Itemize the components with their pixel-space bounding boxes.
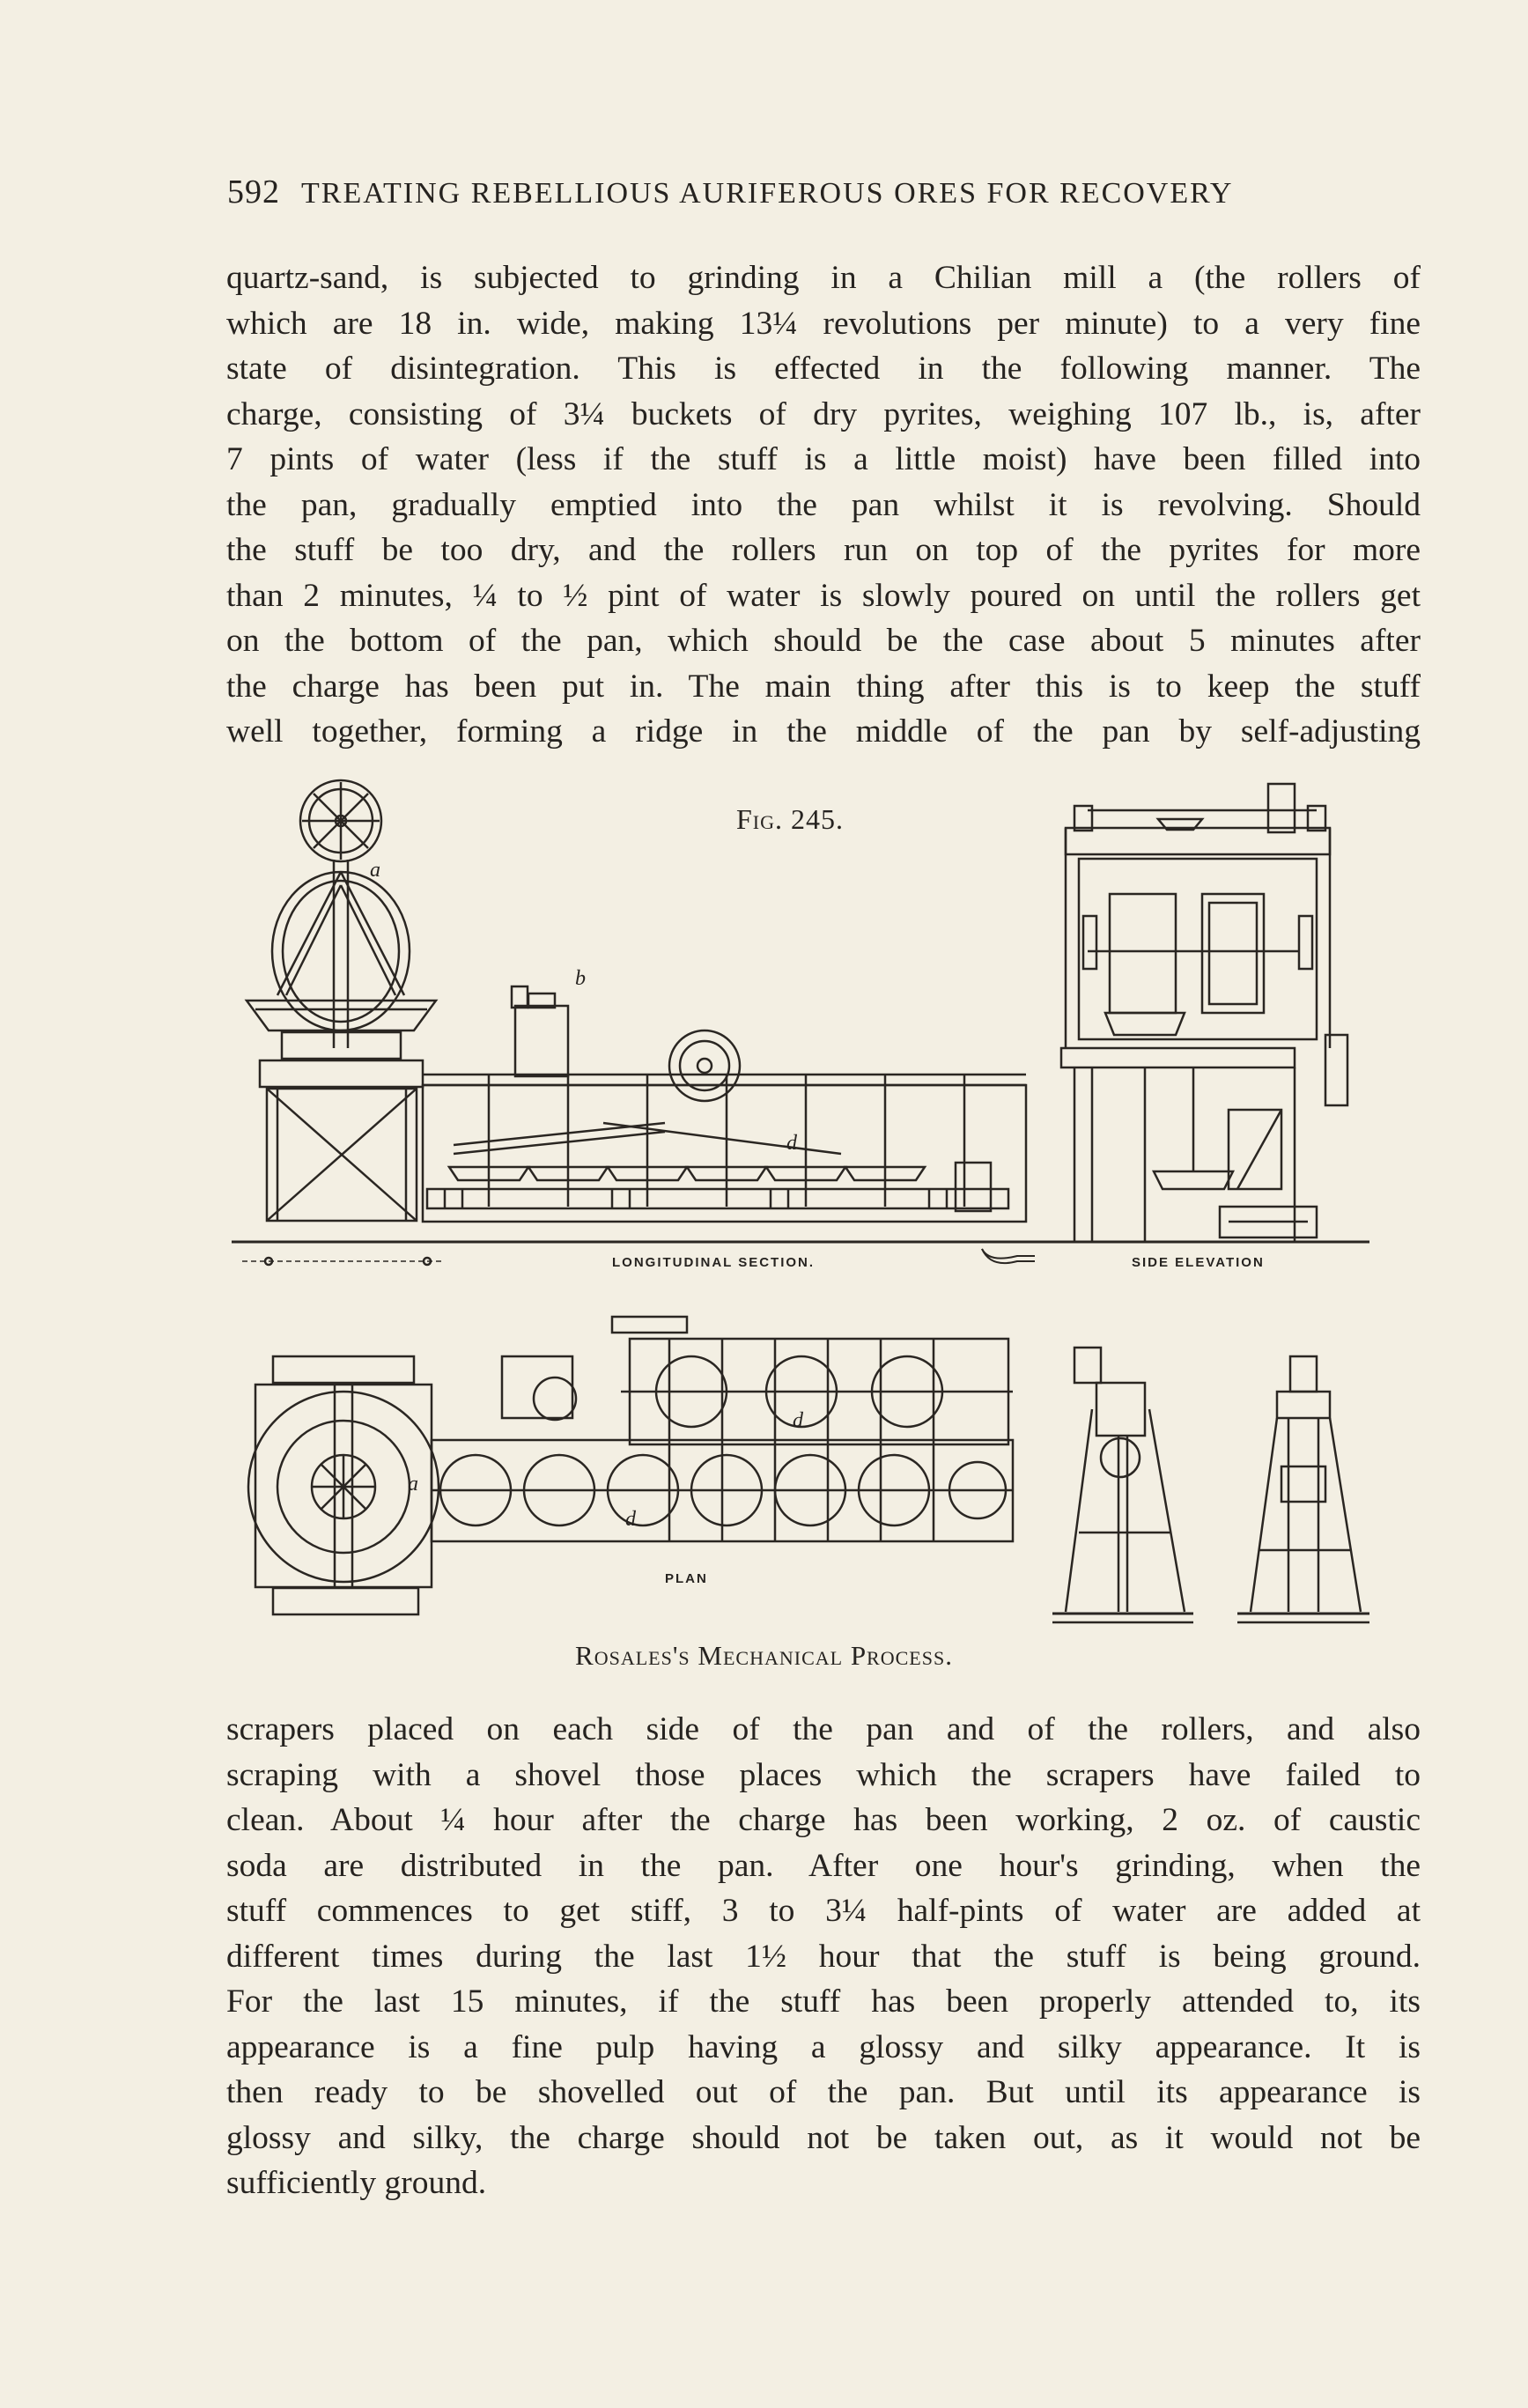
text-line: then ready to be shovelled out of the pan. But until its appearance is <box>226 2074 1421 2110</box>
side-elevation-drawing <box>1061 784 1347 1270</box>
label-a-plan: a <box>408 1473 418 1496</box>
text-line: scrapers placed on each side of the pan and of the rollers, and also <box>226 1711 1421 1747</box>
figure-number: Fig. 245. <box>736 803 845 835</box>
text-line: clean. About ¼ hour after the charge has been working, 2 oz. of caustic <box>226 1802 1421 1838</box>
text-line: which are 18 in. wide, making 13¼ revolutions per minute) to a very fine <box>226 305 1421 342</box>
running-title: TREATING REBELLIOUS AURIFEROUS ORES FOR RECOVERY <box>301 177 1234 210</box>
label-d-plan-2: d <box>793 1409 803 1432</box>
text-line: the stuff be too dry, and the rollers run on top of the pyrites for more <box>226 532 1421 568</box>
text-line: soda are distributed in the pan. After one hour's grinding, when the <box>226 1847 1421 1884</box>
engineering-figure <box>225 775 1378 1629</box>
page-number: 592 <box>227 174 280 211</box>
text-line: sufficiently ground. <box>226 2165 487 2201</box>
label-b: b <box>575 967 586 990</box>
text-line: state of disintegration. This is effected in the following manner. The <box>226 351 1421 387</box>
machine-drawing <box>225 775 1378 1629</box>
running-head <box>227 173 1346 211</box>
label-d-section: d <box>786 1132 797 1155</box>
text-line: the charge has been put in. The main thing after this is to keep the stuff <box>226 668 1421 705</box>
plan-drawing <box>248 1317 1013 1614</box>
end-elevations-drawing <box>1052 1348 1369 1622</box>
text-line: charge, consisting of 3¼ buckets of dry pyrites, weighing 107 lb., is, after <box>226 395 1421 432</box>
text-line: glossy and silky, the charge should not be taken out, as it would not be <box>226 2119 1421 2156</box>
text-line: the pan, gradually emptied into the pan whilst it is revolving. Should <box>226 486 1421 523</box>
label-longitudinal-section: LONGITUDINAL SECTION. <box>612 1255 816 1270</box>
text-line: than 2 minutes, ¼ to ½ pint of water is slowly poured on until the rollers get <box>226 577 1421 614</box>
label-d-plan: d <box>625 1508 636 1531</box>
label-a-top: a <box>370 859 380 882</box>
text-line: on the bottom of the pan, which should be the case about 5 minutes after <box>226 623 1421 659</box>
text-line: well together, forming a ridge in the middle of the pan by self-adjusting <box>226 713 1421 750</box>
text-line: 7 pints of water (less if the stuff is a little moist) have been filled into <box>226 441 1421 477</box>
text-line: For the last 15 minutes, if the stuff has been properly attended to, its <box>226 1983 1421 2020</box>
text-line: quartz-sand, is subjected to grinding in a Chilian mill a (the rollers of <box>226 260 1421 296</box>
paragraph-bottom <box>226 1707 1421 2206</box>
text-line: appearance is a fine pulp having a glossy and silky appearance. It is <box>226 2028 1421 2065</box>
label-side-elevation: SIDE ELEVATION <box>1132 1255 1265 1270</box>
figure-caption: Rosales's Mechanical Process. <box>575 1640 953 1671</box>
text-line: different times during the last 1½ hour that the stuff is being ground. <box>226 1938 1421 1975</box>
paragraph-top <box>226 255 1421 755</box>
text-line: stuff commences to get stiff, 3 to 3¼ half-pints of water are added at <box>226 1893 1421 1929</box>
text-line: scraping with a shovel those places which the scrapers have failed to <box>226 1756 1421 1793</box>
label-plan: PLAN <box>665 1571 708 1586</box>
